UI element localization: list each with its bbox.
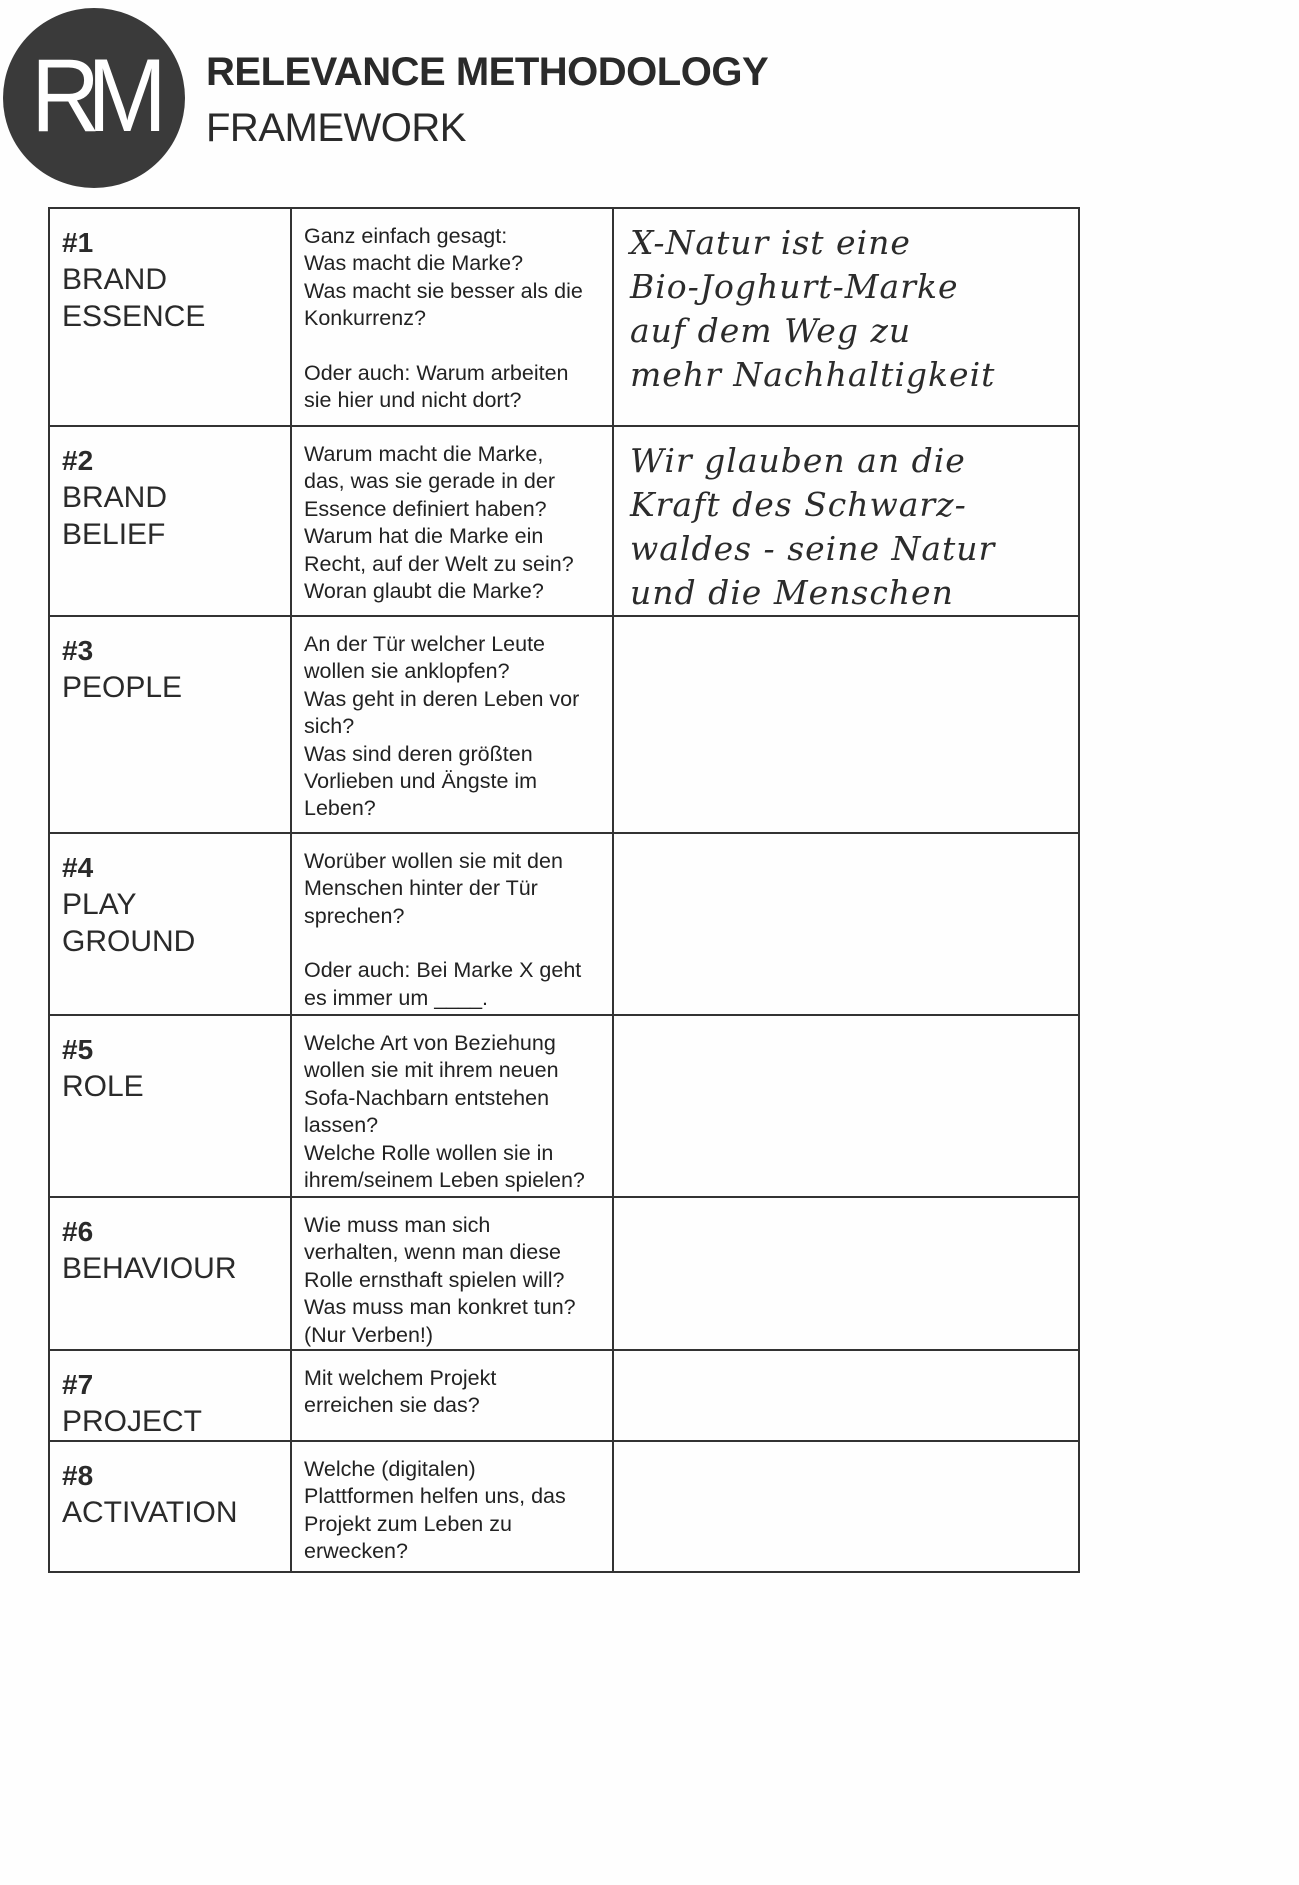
question-line: sich?: [304, 714, 355, 739]
handwritten-answer: [614, 209, 1078, 397]
step-label: [50, 209, 290, 335]
step-name: ROLE: [62, 1070, 144, 1103]
step-name: GROUND: [62, 925, 196, 958]
question-line: (Nur Verben!): [304, 1322, 434, 1347]
question-line: Recht, auf der Welt zu sein?: [304, 551, 574, 576]
answer-line: X-Natur ist eine: [630, 223, 911, 262]
step-label-cell: [49, 426, 291, 616]
question-line: Was macht sie besser als die: [304, 278, 583, 303]
question-line: Was geht in deren Leben vor: [304, 686, 580, 711]
step-number: #4: [62, 852, 94, 883]
step-label-cell: [49, 1441, 291, 1572]
question-line: sie hier und nicht dort?: [304, 388, 522, 413]
answer-line: und die Menschen: [630, 573, 954, 612]
question-line: Ganz einfach gesagt:: [304, 224, 508, 248]
question-line: Was muss man konkret tun?: [304, 1295, 576, 1320]
answer-field[interactable]: [613, 426, 1079, 616]
step-label: [50, 1351, 290, 1440]
step-number: #7: [62, 1369, 94, 1401]
answer-line: mehr Nachhaltigkeit: [630, 355, 996, 394]
question-line: Wie muss man sich: [304, 1213, 491, 1237]
question-line: erwecken?: [304, 1539, 408, 1564]
answer-field[interactable]: [613, 1350, 1079, 1441]
framework-row: [49, 1441, 1079, 1572]
question-line: Essence definiert haben?: [304, 496, 547, 521]
answer-field[interactable]: [613, 1015, 1079, 1197]
answer-field[interactable]: [613, 1441, 1079, 1572]
step-label-cell: [49, 1015, 291, 1197]
answer-line: auf dem Weg zu: [630, 311, 912, 350]
step-name: BRAND: [62, 263, 168, 296]
step-name: ACTIVATION: [62, 1496, 238, 1530]
handwritten-answer: [614, 1442, 1078, 1454]
guiding-questions-cell: [291, 1350, 613, 1441]
step-number: #3: [62, 635, 94, 666]
question-line: das, was sie gerade in der: [304, 469, 555, 494]
step-label: [50, 427, 290, 553]
page-subtitle: FRAMEWORK: [206, 106, 466, 150]
question-line: lassen?: [304, 1113, 379, 1138]
answer-field[interactable]: [613, 833, 1079, 1015]
spacer: [304, 333, 602, 360]
question-line: Vorlieben und Ängste im: [304, 769, 538, 794]
question-line: Welche (digitalen): [304, 1457, 476, 1482]
question-line: An der Tür welcher Leute: [304, 632, 546, 656]
question-line: Menschen hinter der Tür: [304, 876, 538, 901]
question-line: wollen sie anklopfen?: [304, 659, 510, 684]
step-label-cell: [49, 208, 291, 426]
framework-row: [49, 426, 1079, 616]
question-line: Worüber wollen sie mit den: [304, 849, 563, 873]
question-line: Warum macht die Marke,: [304, 442, 544, 466]
answer-line: waldes - seine Natur: [630, 529, 996, 568]
step-label-cell: [49, 833, 291, 1015]
handwritten-answer: [614, 427, 1078, 615]
step-label: [50, 1442, 290, 1531]
step-label: [50, 1198, 290, 1287]
framework-row: [49, 833, 1079, 1015]
step-name: ESSENCE: [62, 300, 206, 333]
step-name: PEOPLE: [62, 671, 183, 704]
answer-field[interactable]: [613, 616, 1079, 833]
question-line: Konkurrenz?: [304, 306, 426, 331]
answer-field[interactable]: [613, 1197, 1079, 1350]
question-line: Was macht die Marke?: [304, 251, 524, 276]
framework-row: [49, 1197, 1079, 1350]
guiding-questions-cell: [291, 426, 613, 616]
guiding-questions-cell: [291, 833, 613, 1015]
framework-table: [48, 207, 1080, 1573]
question-line: ihrem/seinem Leben spielen?: [304, 1168, 585, 1193]
step-name: BRAND: [62, 481, 168, 514]
step-number: #1: [62, 227, 94, 258]
handwritten-answer: [614, 1198, 1078, 1210]
page-title: RELEVANCE METHODOLOGY: [206, 50, 769, 94]
question-line: verhalten, wenn man diese: [304, 1240, 561, 1265]
framework-row: [49, 1015, 1079, 1197]
framework-row: [49, 616, 1079, 833]
step-number: #8: [62, 1460, 94, 1492]
question-line: Mit welchem Projekt: [304, 1366, 497, 1391]
step-name: BELIEF: [62, 518, 166, 551]
question-line: Projekt zum Leben zu: [304, 1511, 512, 1536]
step-label-cell: [49, 1197, 291, 1350]
question-line: Welche Art von Beziehung: [304, 1031, 556, 1055]
question-line: Was sind deren größten: [304, 741, 533, 766]
handwritten-answer: [614, 617, 1078, 629]
guiding-questions-cell: [291, 1197, 613, 1350]
step-label: [50, 617, 290, 706]
step-name: BEHAVIOUR: [62, 1252, 237, 1285]
question-line: Woran glaubt die Marke?: [304, 579, 544, 604]
answer-line: Bio-Joghurt-Marke: [630, 267, 959, 306]
framework-row: [49, 1350, 1079, 1441]
question-line: Warum hat die Marke ein: [304, 524, 544, 549]
framework-row: [49, 208, 1079, 426]
question-line: Sofa-Nachbarn entstehen: [304, 1085, 550, 1110]
question-line: sprechen?: [304, 903, 405, 928]
step-label-cell: [49, 1350, 291, 1441]
answer-line: Wir glauben an die: [630, 441, 966, 480]
question-line: Welche Rolle wollen sie in: [304, 1140, 554, 1165]
guiding-questions-cell: [291, 1441, 613, 1572]
spacer: [304, 930, 602, 957]
guiding-questions-cell: [291, 208, 613, 426]
answer-line: Kraft des Schwarz-: [630, 485, 967, 524]
step-number: #5: [62, 1034, 94, 1065]
logo-text: RM: [31, 38, 155, 154]
handwritten-answer: [614, 1016, 1078, 1028]
question-line: wollen sie mit ihrem neuen: [304, 1058, 559, 1083]
step-label: [50, 834, 290, 960]
handwritten-answer: [614, 1351, 1078, 1363]
guiding-questions-cell: [291, 616, 613, 833]
step-label: [50, 1016, 290, 1105]
guiding-questions-cell: [291, 1015, 613, 1197]
answer-field[interactable]: [613, 208, 1079, 426]
question-line: erreichen sie das?: [304, 1393, 480, 1418]
step-name: PLAY: [62, 888, 137, 921]
question-line: Oder auch: Warum arbeiten: [304, 360, 569, 385]
step-name: PROJECT: [62, 1405, 203, 1439]
question-line: Oder auch: Bei Marke X geht: [304, 958, 582, 983]
question-line: Leben?: [304, 796, 376, 821]
step-number: #2: [62, 445, 94, 476]
handwritten-answer: [614, 834, 1078, 846]
rm-logo: [3, 8, 185, 188]
step-label-cell: [49, 616, 291, 833]
question-line: Rolle ernsthaft spielen will?: [304, 1267, 565, 1292]
step-number: #6: [62, 1216, 94, 1247]
question-line: es immer um ____.: [304, 985, 489, 1010]
question-line: Plattformen helfen uns, das: [304, 1484, 566, 1509]
